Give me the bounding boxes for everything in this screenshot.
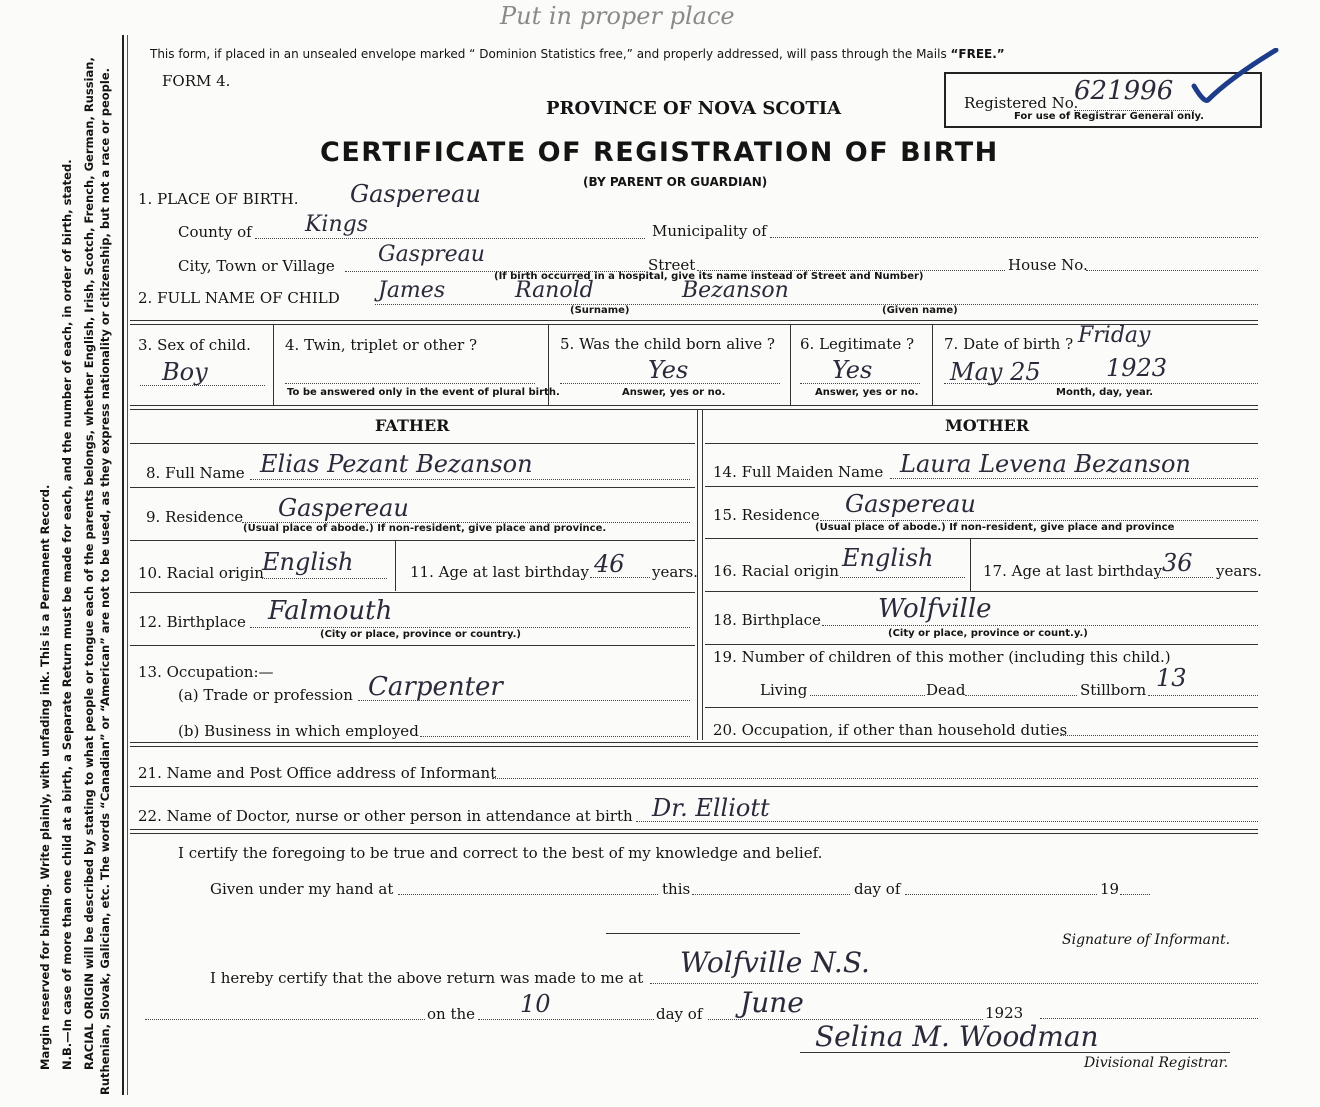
mother-children-label: 19. Number of children of this mother (including this child.) [713,648,1171,666]
father-age-label: 11. Age at last birthday [410,563,589,581]
mother-rule-2 [705,538,1258,539]
dob-label: 7. Date of birth ? [944,335,1074,353]
child-given-name-2: Ranold [515,278,594,303]
divider-6-7 [932,325,933,405]
county-value: Kings [305,212,369,237]
doctor-value: Dr. Elliott [652,794,770,822]
handwritten-note: Put in proper place [500,2,735,30]
mother-age-label: 17. Age at last birthday [983,562,1162,580]
this-label: this [662,880,691,898]
mother-res-label: 15. Residence [713,506,820,524]
on-the-label: on the [427,1005,476,1023]
given-line [398,894,658,895]
father-rule-4 [130,645,695,646]
mother-name-label: 14. Full Maiden Name [713,463,884,481]
mother-bp-line [822,625,1258,626]
father-bp-label: 12. Birthplace [138,613,246,631]
alive-value: Yes [648,356,689,384]
legit-note: Answer, yes or no. [815,387,919,398]
father-race-line [262,578,387,579]
father-business-label: (b) Business in which employed [178,722,419,740]
father-name-line [250,479,690,480]
day-of-label: day of [854,880,901,898]
mail-notice-free: “FREE.” [950,47,1005,61]
mother-res-note: (Usual place of abode.) If non-resident, give place and province [815,522,1175,533]
mother-rule-4 [705,644,1258,645]
certificate-title: CERTIFICATE OF REGISTRATION OF BIRTH [320,137,999,168]
registrar-sig-rule [800,1052,1230,1053]
registered-label: Registered No. [964,94,1079,112]
county-line [255,238,645,239]
margin-line-2: N.B.—In case of more than one child at a birth, a Separate Return must be made for each, and the number of each, in order of birth, stated. [60,159,74,1070]
father-rule-1 [130,487,695,488]
rule-b [130,405,1258,406]
father-race-label: 10. Racial origin [138,564,264,582]
registrar-day-of: day of [656,1005,703,1023]
alive-note: Answer, yes or no. [622,387,726,398]
registrar-place-line [650,983,1258,984]
legit-value: Yes [832,356,873,384]
year-prefix: 19 [1100,880,1120,898]
divider-5-6 [790,325,791,405]
dead-label: Dead [926,681,966,699]
given-name-note: (Given name) [882,305,958,316]
father-rule-2 [130,540,695,541]
sex-label: 3. Sex of child. [138,336,251,354]
mail-notice [150,47,1005,61]
registrar-year: 1923 [985,1004,1024,1022]
certify-text: I certify the foregoing to be true and correct to the best of my knowledge and belief. [178,844,823,862]
father-race-divider [395,541,396,591]
form-number: FORM 4. [162,72,231,90]
sig-informant-label: Signature of Informant. [1062,932,1231,948]
father-age-value: 46 [594,550,625,578]
alive-line [560,383,780,384]
father-bp-note: (City or place, province or country.) [320,629,521,640]
divisional-registrar-label: Divisional Registrar. [1084,1055,1229,1071]
year-line [1120,894,1150,895]
father-name-value: Elias Pezant Bezanson [260,450,533,478]
mother-name-value: Laura Levena Bezanson [900,450,1191,478]
this-line [692,894,850,895]
informant-sig-rule [606,933,800,934]
father-heading-rule [130,443,695,444]
registrar-year-line [1040,1018,1258,1019]
divider-3-4 [273,325,274,405]
mother-heading: MOTHER [945,416,1030,435]
mail-notice-text: This form, if placed in an unsealed envelope marked “ Dominion Statistics free,” and properly addressed, will pass through the Mails [150,47,947,61]
registrar-note: For use of Registrar General only. [1014,111,1204,122]
rule-c2 [130,746,1258,747]
on-the-pre-line [145,1019,425,1020]
margin-line-1: Margin reserved for binding. Write plainly, with unfading ink. This is a Permanent Record. [38,484,52,1070]
mother-name-line [890,478,1258,479]
mother-race-line [840,577,965,578]
mother-age-value: 36 [1162,549,1193,577]
stillborn-value: 13 [1156,664,1187,692]
father-res-note: (Usual place of abode.) If non-resident, give place and province. [243,523,607,534]
house-label: House No. [1008,256,1088,274]
dead-line [965,695,1077,696]
stillborn-label: Stillborn [1080,681,1147,699]
city-value: Gaspreau [378,242,485,267]
certificate-subtitle: (BY PARENT OR GUARDIAN) [583,175,768,189]
living-label: Living [760,681,808,699]
on-the-line [478,1019,654,1020]
registered-number: 621996 [1074,76,1174,106]
registrar-text: I hereby certify that the above return was made to me at [210,969,644,987]
mother-bp-value: Wolfville [878,594,992,624]
mother-res-line [820,520,1258,521]
place-of-birth-label: 1. PLACE OF BIRTH. [138,190,299,208]
rule-b2 [130,409,1258,410]
legit-label: 6. Legitimate ? [800,335,915,353]
margin-rule [122,35,124,1095]
rule-c [130,742,1258,743]
father-res-label: 9. Residence [146,508,244,526]
registrar-day-value: 10 [520,990,551,1018]
doctor-label: 22. Name of Doctor, nurse or other person in attendance at birth [138,807,633,825]
twin-label: 4. Twin, triplet or other ? [285,336,477,354]
registrar-month-value: June [740,986,804,1019]
father-heading: FATHER [375,416,450,435]
mother-occ-label: 20. Occupation, if other than household duties [713,721,1068,739]
mother-rule-3 [705,591,1258,592]
father-trade-value: Carpenter [368,672,503,702]
sex-value: Boy [162,358,208,386]
day-of-line [905,894,1097,895]
mother-race-label: 16. Racial origin [713,562,839,580]
margin-rule-inner [127,35,128,1095]
twin-note: To be answered only in the event of plural birth. [287,387,560,398]
parents-divider-2 [702,410,703,740]
father-age-line [590,577,650,578]
mother-res-value: Gaspereau [845,490,976,518]
informant-line [492,778,1258,779]
county-label: County of [178,223,252,241]
mother-bp-label: 18. Birthplace [713,611,821,629]
dob-year: 1923 [1106,354,1168,382]
mother-age-line [1158,577,1213,578]
mother-bp-note: (City or place, province or count.y.) [888,628,1088,639]
rule-e2 [130,833,1258,834]
municipality-label: Municipality of [652,222,767,240]
alive-label: 5. Was the child born alive ? [560,335,775,353]
registrar-place-value: Wolfville N.S. [680,946,870,979]
registrar-signature: Selina M. Woodman [815,1020,1099,1053]
child-surname: Bezanson [682,278,789,303]
given-label: Given under my hand at [210,880,394,898]
surname-note: (Surname) [570,305,630,316]
municipality-line [770,237,1258,238]
father-business-line [420,736,690,737]
mother-rule-5 [705,707,1258,708]
dob-value: May 25 [950,358,1041,386]
place-of-birth-value: Gaspereau [350,180,481,208]
father-occ-label: 13. Occupation:— [138,663,274,681]
city-label: City, Town or Village [178,257,335,275]
sex-line [140,385,265,386]
child-name-line [375,304,1258,305]
stillborn-line [1148,695,1258,696]
mother-rule-1 [705,486,1258,487]
child-given-name-1: James [378,278,446,303]
province-title: PROVINCE OF NOVA SCOTIA [546,98,842,119]
checkmark-icon [1190,48,1280,108]
margin-line-3: RACIAL ORIGIN will be described by stating to what people or tongue each of the parents belongs, whether English, Irish, Scotch, French, German, Russian, [82,57,96,1070]
dob-note: Month, day, year. [1056,387,1154,398]
legit-line [800,383,920,384]
hospital-note: (If birth occurred in a hospital, give its name instead of Street and Number) [494,271,924,282]
father-trade-label: (a) Trade or profession [178,686,353,704]
mother-heading-rule [705,443,1258,444]
street-line [697,270,1005,271]
rule-e [130,829,1258,830]
twin-line [285,383,535,384]
father-res-value: Gaspereau [278,494,409,522]
father-bp-line [250,627,690,628]
father-race-value: English [262,548,354,576]
mother-occ-line [1060,735,1258,736]
dob-day: Friday [1078,323,1151,348]
rule-d [130,786,1258,787]
mother-race-divider [970,539,971,591]
living-line [810,695,925,696]
informant-label: 21. Name and Post Office address of Informant [138,764,497,782]
dob-line [944,383,1258,384]
father-rule-3 [130,592,695,593]
mother-race-value: English [842,544,934,572]
father-years: years. [652,563,698,581]
street-label: Street [648,256,696,274]
father-bp-value: Falmouth [268,596,393,626]
rule-a [130,320,1258,321]
margin-line-4: Ruthenian, Slovak, Galician, etc. The words “Canadian” or “American” are not to be used, as they express nationality or citizenship, but not a race or people. [98,67,112,1095]
father-name-label: 8. Full Name [146,464,245,482]
house-line [1086,270,1258,271]
child-name-label: 2. FULL NAME OF CHILD [138,289,340,307]
mother-years: years. [1216,562,1262,580]
